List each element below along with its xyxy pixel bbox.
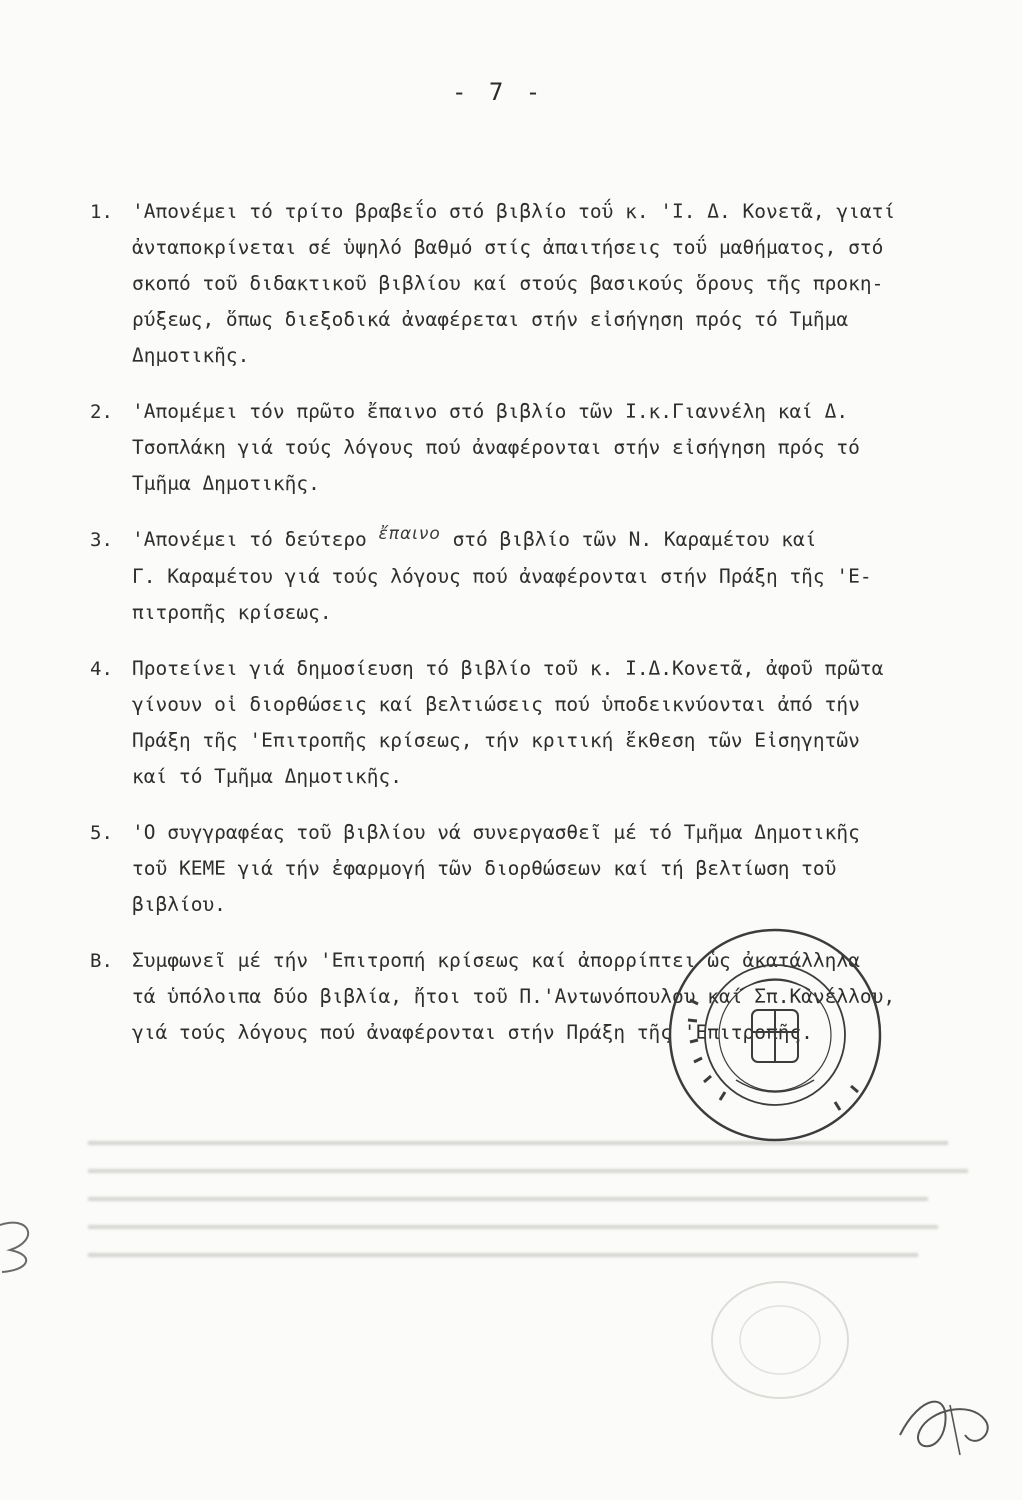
item-line: Τσοπλάκη γιά τούς λόγους πού ἀναφέρονται στήν εἰσήγηση πρός τό [132, 436, 860, 459]
bleed-through-seal-icon [705, 1275, 855, 1405]
list-item [90, 815, 990, 923]
item-line: καί τό Τμῆμα Δημοτικῆς. [132, 765, 403, 788]
item-line: Συμφωνεῖ μέ τήν 'Επιτροπή κρίσεως καί ἀπορρίπτει ὡς ἀκατάλληλα [132, 949, 860, 972]
item-marker: 5. [90, 822, 113, 844]
item-line: Γ. Καραμέτου γιά τούς λόγους πού ἀναφέρονται στήν Πράξη τῆς 'Ε- [132, 565, 872, 588]
item-line-start: 'Απονέμει τό δεύτερο [132, 528, 379, 551]
item-line: Δημοτικῆς. [132, 344, 250, 367]
item-line: τά ὑπόλοιπα δύο βιβλία, ἤτοι τοῦ Π.'Αντωνόπουλου καί Σπ.Κανέλλου, [132, 985, 896, 1008]
list-item [90, 651, 990, 795]
official-seal-icon [660, 920, 890, 1150]
item-marker: 4. [90, 658, 113, 680]
item-line: 'Απομέμει τόν πρῶτο ἔπαινο στό βιβλίο τῶν Ι.κ.Γιαννέλη καί Δ. [132, 400, 849, 423]
item-line-end: στό βιβλίο τῶν Ν. Καραμέτου καί [440, 528, 817, 551]
item-line: γίνουν οἱ διορθώσεις καί βελτιώσεις πού ὑποδεικνύονται ἀπό τήν [132, 693, 860, 716]
item-line: σκοπό τοῦ διδακτικοῦ βιβλίου καί στούς βασικούς ὅρους τῆς προκη- [132, 272, 884, 295]
item-line [132, 522, 990, 559]
margin-mark-icon [0, 1210, 60, 1280]
list-item [90, 194, 990, 374]
item-marker: 2. [90, 401, 113, 423]
item-line: 'Ο συγγραφέας τοῦ βιβλίου νά συνεργασθεῖ μέ τό Τμῆμα Δημοτικῆς [132, 821, 860, 844]
item-marker: 1. [90, 201, 113, 223]
item-line: 'Απονέμει τό τρίτο βραβεΐο στό βιβλίο τοΰ κ. 'Ι. Δ. Κονετᾶ, γιατί [132, 200, 896, 223]
item-line: βιβλίου. [132, 893, 226, 916]
item-line: πιτροπῆς κρίσεως. [132, 601, 332, 624]
item-line: Τμῆμα Δημοτικῆς. [132, 472, 320, 495]
item-line: γιά τούς λόγους πού ἀναφέρονται στήν Πράξη τῆς 'Επιτροπῆς. [132, 1021, 813, 1044]
handwritten-word: ἔπαινο [378, 524, 441, 544]
list-item [90, 394, 990, 502]
item-line: Προτείνει γιά δημοσίευση τό βιβλίο τοῦ κ. Ι.Δ.Κονετᾶ, ἀφοῦ πρῶτα [132, 657, 884, 680]
signature-icon [890, 1385, 1000, 1465]
item-line: ἀνταποκρίνεται σέ ὑψηλό βαθμό στίς ἀπαιτήσεις τοΰ μαθήματος, στό [132, 236, 884, 259]
item-line: ρύξεως, ὅπως διεξοδικά ἀναφέρεται στήν εἰσήγηση πρός τό Τμῆμα [132, 308, 849, 331]
item-line: τοῦ ΚΕΜΕ γιά τήν ἐφαρμογή τῶν διορθώσεων καί τή βελτίωση τοῦ [132, 857, 837, 880]
item-line: Πράξη τῆς 'Επιτροπῆς κρίσεως, τήν κριτική ἔκθεση τῶν Εἰσηγητῶν [132, 729, 860, 752]
page-number: - 7 - [452, 78, 545, 106]
list-item [90, 522, 990, 631]
item-marker: 3. [90, 529, 113, 551]
item-marker: Β. [90, 950, 113, 972]
